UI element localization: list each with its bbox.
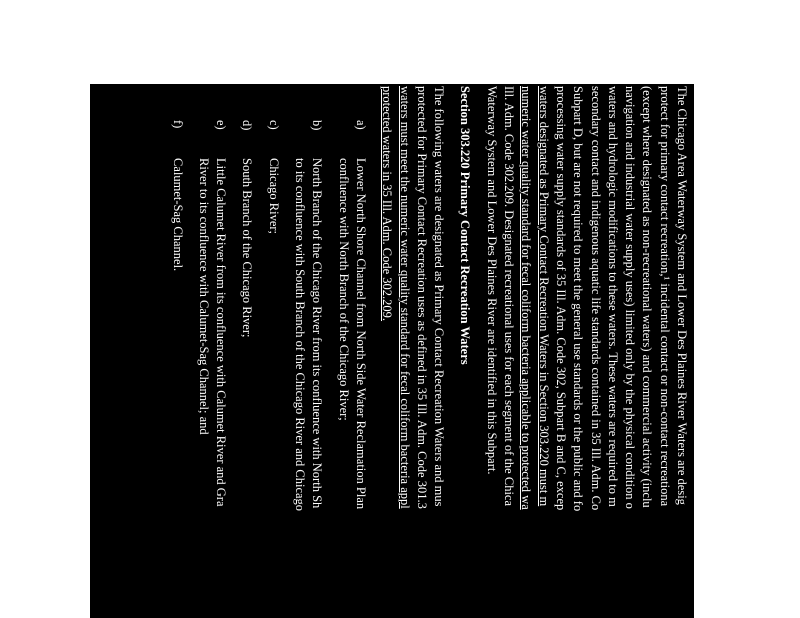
section-line: protected for Primary Contact Recreation uses as defined in 35 Ill. Adm. Code 301.3	[414, 86, 429, 509]
list-item-text: Calumet-Sag Channel.	[170, 158, 185, 272]
list-item-text: Lower North Shore Channel from North Side Water Reclamation Plan	[353, 158, 368, 510]
intro-line: Waterway System and Lower Des Plaines River are identified in this Subpart.	[484, 86, 499, 475]
waters-list	[168, 86, 369, 618]
intro-line-underlined: numeric water quality standard for fecal coliform bacteria applicable to protected wa	[519, 86, 534, 510]
list-marker: b)	[310, 120, 325, 131]
intro-line-underlined: waters designated as Primary Contact Recreation Waters in Section 303.220 must m	[536, 86, 551, 507]
list-item-text: to its confluence with South Branch of the Chicago River and Chicago	[293, 158, 308, 512]
intro-line: protect for primary contact recreation,¹ incidental contact or non-contact recreationa	[657, 86, 672, 507]
list-item-text: Chicago River;	[266, 158, 281, 235]
section-line-underlined: protected waters in 35 Ill. Adm. Code 302.209.	[380, 86, 395, 322]
list-marker: f)	[170, 120, 185, 129]
list-marker: a)	[353, 120, 368, 130]
list-item-text: confluence with North Branch of the Chicago River;	[336, 158, 351, 421]
spacer	[473, 86, 482, 618]
intro-line: secondary contact and indigenous aquatic life standards contained in 35 Ill. Adm. Co	[588, 86, 603, 511]
list-item	[334, 86, 369, 618]
list-item-text: North Branch of the Chicago River from its confluence with North Sh	[310, 158, 325, 509]
section-heading: Section 303.220 Primary Contact Recreation Waters	[458, 86, 473, 365]
spacer	[255, 86, 264, 618]
list-item	[195, 86, 230, 618]
section-line-underlined: waters must meet the numeric water quality standard for fecal coliform bacteria appl	[397, 86, 412, 509]
spacer	[186, 86, 195, 618]
list-item	[291, 86, 326, 618]
intro-line: (except where designated as non-recreational waters) and commercial activity (inclu	[640, 86, 655, 508]
list-item-text: River to its confluence with Calumet-Sag Channel; and	[196, 158, 211, 435]
list-marker: d)	[240, 120, 255, 131]
list-marker: c)	[266, 120, 281, 130]
list-marker: e)	[214, 120, 229, 130]
intro-line: The Chicago Area Waterway System and Lower Des Plaines River Waters are desig	[675, 86, 689, 505]
spacer	[282, 86, 291, 618]
list-item-text: South Branch of the Chicago River;	[240, 158, 255, 338]
intro-line: Ill. Adm. Code 302.209. Designated recreational uses for each segment of the Chica	[502, 86, 517, 507]
spacer	[229, 86, 238, 618]
spacer	[325, 86, 334, 618]
list-item	[168, 86, 185, 618]
section-line: The following waters are designated as Primary Contact Recreation Waters and mus	[432, 86, 447, 507]
document-content	[90, 84, 694, 618]
spacer	[369, 86, 378, 618]
intro-line: Subpart D, but are not required to meet the general use standards or the public and fo	[571, 86, 586, 512]
section-paragraph	[378, 86, 447, 618]
intro-line: waters and hydrologic modifications to these waters. These waters are required to m	[605, 86, 620, 507]
spacer	[447, 86, 456, 618]
list-item	[264, 86, 281, 618]
intro-line: navigation and industrial water supply uses) limited only by the physical condition o	[623, 86, 638, 509]
intro-line: processing water supply standards of 35 Ill. Adm. Code 302, Subpart B and C, excep	[553, 86, 568, 511]
intro-paragraph	[482, 86, 690, 618]
list-item-text: Little Calumet River from its confluence with Calumet River and Gra	[214, 158, 229, 507]
scanned-document-frame	[90, 84, 694, 618]
list-item	[238, 86, 255, 618]
